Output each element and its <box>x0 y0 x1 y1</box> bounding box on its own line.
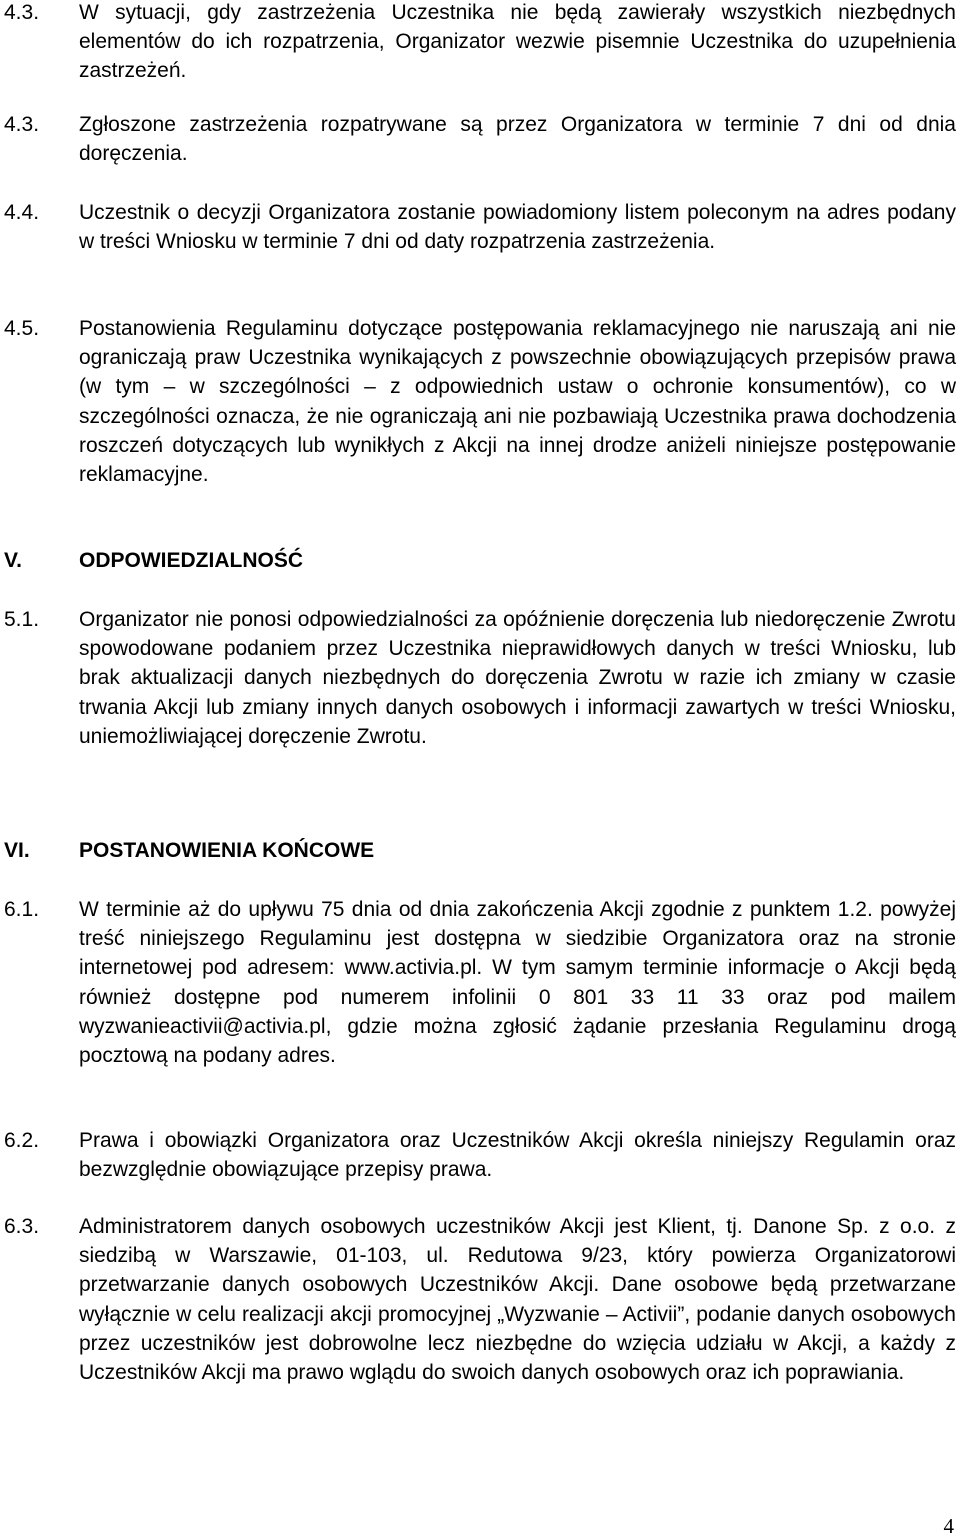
section-text: Administratorem danych osobowych uczestników Akcji jest Klient, tj. Danone Sp. z o.o. z siedzibą w Warszawie, 01-103, ul. Redutowa 9/23, który powierza Organizatorowi przetwarzanie danych osobowych Uczestników Akcji. Dane osobowe będą przetwarzane wyłącznie w celu realizacji akcji promocyjnej „Wyzwanie – Activii”, podanie danych osobowych przez uczestników jest dobrowolne lecz niezbędne do wzięcia udziału w Akcji, a każdy z Uczestników Akcji ma prawo wglądu do swoich danych osobowych oraz ich poprawiania. <box>79 1215 956 1385</box>
section-number: 6.3. <box>4 1215 40 1238</box>
section-heading-vi <box>4 836 956 865</box>
section-number: 4.4. <box>4 201 40 224</box>
section-4-3-a <box>4 0 956 86</box>
section-text: Prawa i obowiązki Organizatora oraz Uczestników Akcji określa niniejszy Regulamin oraz bezwzględnie obowiązujące przepisy prawa. <box>79 1129 956 1182</box>
heading-text: POSTANOWIENIA KOŃCOWE <box>79 839 375 862</box>
section-number: 6.2. <box>4 1129 40 1152</box>
section-4-3-b <box>4 110 956 168</box>
section-number: 4.3. <box>4 113 40 136</box>
section-number: 6.1. <box>4 898 40 921</box>
section-6-2 <box>4 1126 956 1184</box>
section-4-4 <box>4 198 956 256</box>
section-text: W sytuacji, gdy zastrzeżenia Uczestnika nie będą zawierały wszystkich niezbędnych elementów do ich rozpatrzenia, Organizator wezwie pisemnie Uczestnika do uzupełnienia zastrzeżeń. <box>79 1 956 83</box>
page-number: 4 <box>943 1514 954 1538</box>
section-5-1 <box>4 605 956 751</box>
section-4-5 <box>4 314 956 489</box>
section-text: W terminie aż do upływu 75 dnia od dnia zakończenia Akcji zgodnie z punktem 1.2. powyżej treść niniejszego Regulaminu jest dostępna w siedzibie Organizatora oraz na stronie internetowej pod adresem: www.activia.pl. W tym samym terminie informacje o Akcji będą również dostępne pod numerem infolinii 0 801 33 11 33 oraz pod mailem wyzwanieactivii@activia.pl, gdzie można zgłosić żądanie przesłania Regulaminu drogą pocztową na podany adres. <box>79 898 956 1068</box>
section-text: Uczestnik o decyzji Organizatora zostanie powiadomiony listem poleconym na adres podany w treści Wniosku w terminie 7 dni od daty rozpatrzenia zastrzeżenia. <box>79 201 956 254</box>
section-6-3 <box>4 1212 956 1387</box>
section-number: 4.3. <box>4 1 40 24</box>
section-text: Organizator nie ponosi odpowiedzialności za opóźnienie doręczenia lub niedoręczenie Zwrotu spowodowane podaniem przez Uczestnika nieprawidłowych danych w treści Wniosku, lub brak aktualizacji danych niezbędnych do doręczenia Zwrotu w razie ich zmiany w czasie trwania Akcji lub zmiany innych danych osobowych i informacji zawartych w treści Wniosku, uniemożliwiającej doręczenie Zwrotu. <box>79 608 956 748</box>
section-6-1 <box>4 895 956 1070</box>
section-text: Zgłoszone zastrzeżenia rozpatrywane są przez Organizatora w terminie 7 dni od dnia doręczenia. <box>79 113 956 166</box>
section-number: 4.5. <box>4 317 40 340</box>
heading-number: V. <box>4 549 22 572</box>
section-heading-v <box>4 546 956 575</box>
section-number: 5.1. <box>4 608 40 631</box>
heading-number: VI. <box>4 839 30 862</box>
heading-text: ODPOWIEDZIALNOŚĆ <box>79 549 303 572</box>
section-text: Postanowienia Regulaminu dotyczące postępowania reklamacyjnego nie naruszają ani nie ograniczają praw Uczestnika wynikających z powszechnie obowiązujących przepisów prawa (w tym – w szczególności – z odpowiednich ustaw o ochronie konsumentów), co w szczególności oznacza, że nie ograniczają ani nie pozbawiają Uczestnika prawa dochodzenia roszczeń dotyczących lub wynikłych z Akcji na innej drodze aniżeli niniejsze postępowanie reklamacyjne. <box>79 317 956 487</box>
